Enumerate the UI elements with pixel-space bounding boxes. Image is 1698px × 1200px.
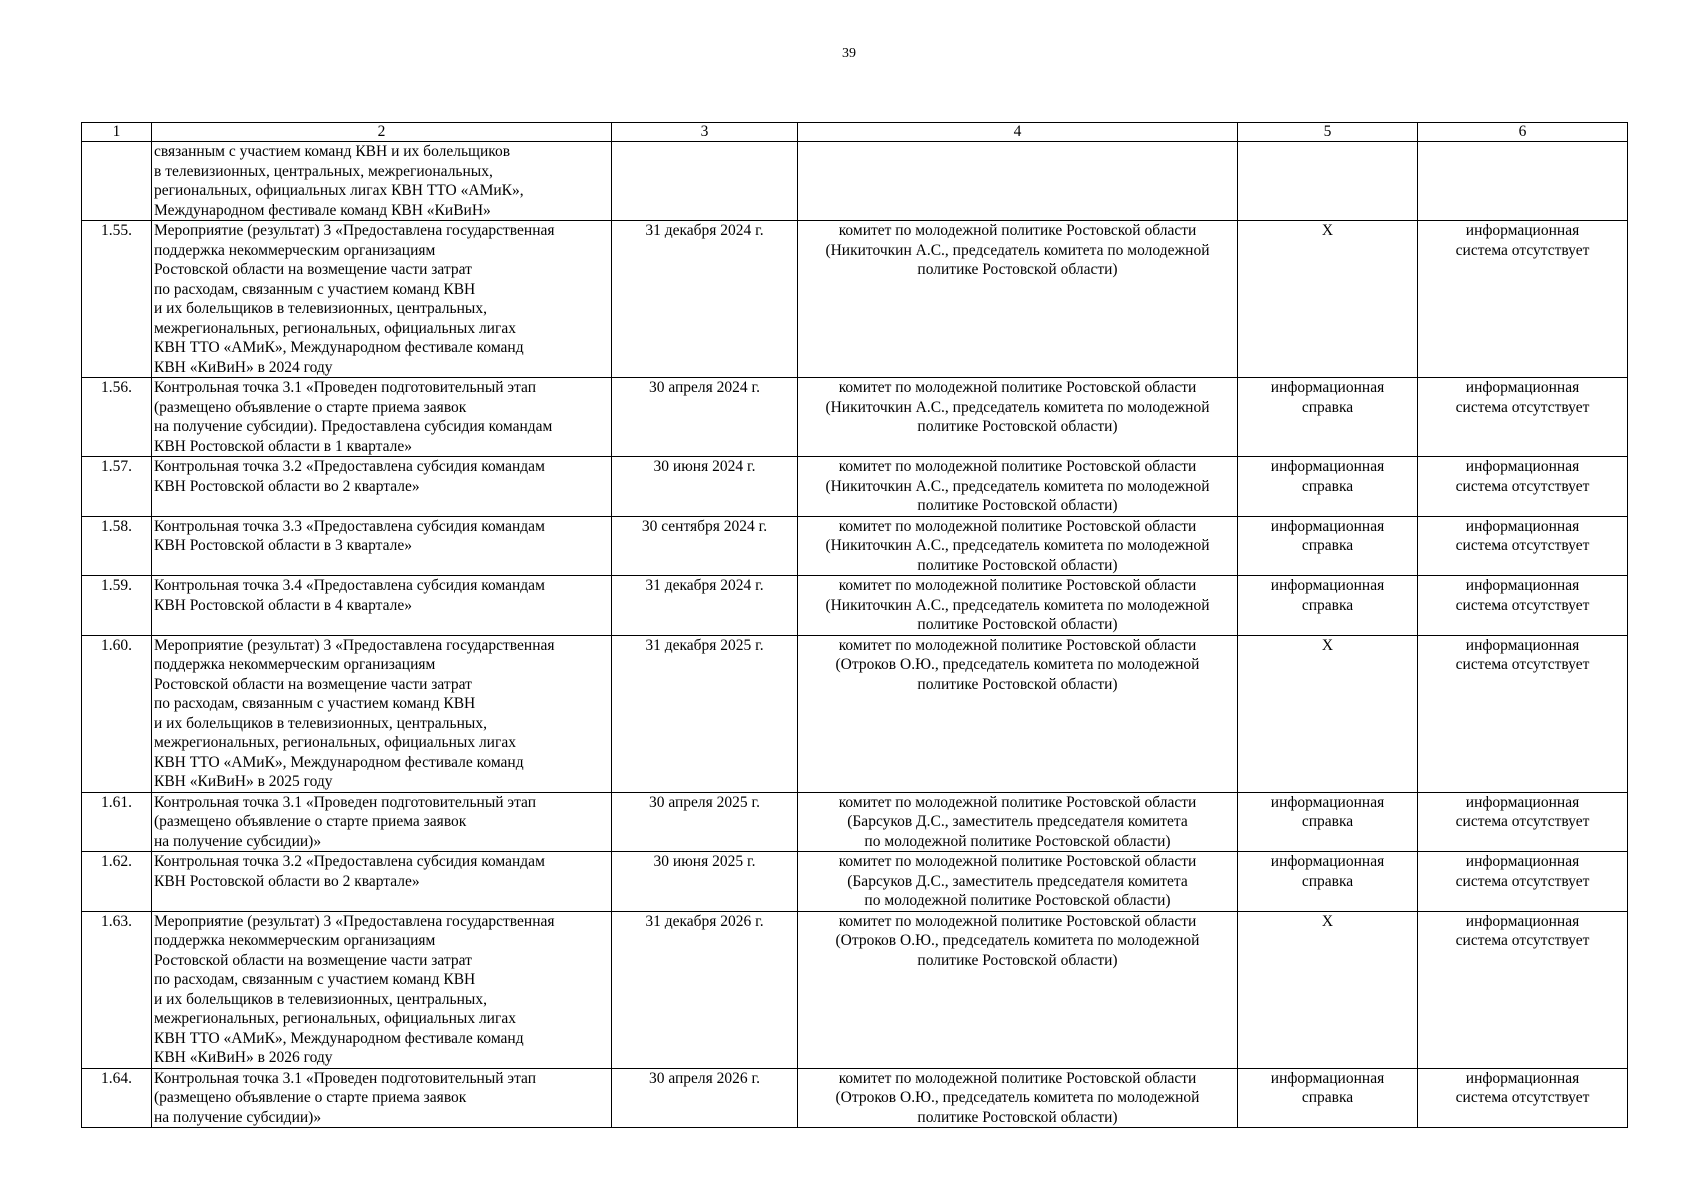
responsible-executor-line: (Никиточкин А.С., председатель комитета по молодежной [825,596,1210,614]
confirming-document-line: справка [1301,537,1354,554]
confirming-document-cell [1238,911,1418,1068]
information-system-cell [1418,378,1628,457]
responsible-executor-cell [798,457,1238,517]
deadline-cell: 31 декабря 2024 г. [612,221,798,378]
column-number-2: 2 [152,123,612,142]
responsible-executor-cell [798,635,1238,792]
confirming-document-line: информационная [1270,517,1385,535]
event-description-line: по расходам, связанным с участием команд КВН [154,280,476,298]
event-description-line: Контрольная точка 3.2 «Предоставлена субсидия командам [154,458,545,475]
responsible-executor-line: комитет по молодежной политике Ростовской области [838,853,1197,870]
event-description-cell [152,576,612,636]
event-description-cell [152,457,612,517]
responsible-executor-cell [798,1068,1238,1128]
event-description-line: Контрольная точка 3.2 «Предоставлена субсидия командам [154,853,545,870]
deadline-cell: 31 декабря 2025 г. [612,635,798,792]
responsible-executor-line: комитет по молодежной политике Ростовской области [838,577,1197,594]
responsible-executor-line: (Отроков О.Ю., председатель комитета по молодежной [835,932,1200,949]
event-description-line: связанным с участием команд КВН и их болельщиков [154,143,511,160]
responsible-executor-cell [798,142,1238,221]
row-number-cell: 1.58. [82,516,152,576]
confirming-document-cell [1238,142,1418,221]
responsible-executor-cell [798,852,1238,912]
event-description-line: Ростовской области на возмещение части затрат [154,951,472,969]
responsible-executor-line: комитет по молодежной политике Ростовской области [838,458,1197,475]
information-system-line: информационная [1465,853,1580,870]
information-system-line: система отсутствует [1455,656,1590,673]
event-description-line: (размещено объявление о старте приема заявок [154,1089,467,1106]
information-system-cell [1418,142,1628,221]
table-row [82,576,1628,636]
event-description-line: (размещено объявление о старте приема заявок [154,398,467,416]
row-number-cell: 1.55. [82,221,152,378]
confirming-document-line: информационная [1270,793,1385,811]
information-system-cell [1418,516,1628,576]
event-description-line: на получение субсидии)» [154,1108,322,1126]
row-number-cell: 1.56. [82,378,152,457]
event-description-line: Контрольная точка 3.3 «Предоставлена субсидия командам [154,517,545,535]
column-number-1: 1 [82,123,152,142]
deadline-cell: 30 апреля 2026 г. [612,1068,798,1128]
information-system-line: информационная [1465,1069,1580,1087]
event-description-line: КВН ТТО «АМиК», Международном фестивале команд [154,1029,524,1047]
event-description-line: и их болельщиков в телевизионных, центральных, [154,714,487,732]
event-description-line: КВН «КиВиН» в 2026 году [154,1049,333,1066]
responsible-executor-line: (Никиточкин А.С., председатель комитета по молодежной [825,398,1210,416]
confirming-document-cell [1238,516,1418,576]
confirming-document-cell [1238,221,1418,378]
event-description-cell [152,1068,612,1128]
event-description-line: Контрольная точка 3.4 «Предоставлена субсидия командам [154,577,545,594]
column-number-row [82,123,1628,142]
event-description-line: и их болельщиков в телевизионных, центральных, [154,990,487,1008]
responsible-executor-line: политике Ростовской области) [917,497,1118,514]
deadline-cell: 30 сентября 2024 г. [612,516,798,576]
event-description-cell [152,142,612,221]
information-system-line: информационная [1465,517,1580,535]
responsible-executor-cell [798,221,1238,378]
row-number-cell: 1.61. [82,792,152,852]
confirming-document-cell [1238,576,1418,636]
event-description-line: КВН ТТО «АМиК», Международном фестивале команд [154,339,524,356]
responsible-executor-line: комитет по молодежной политике Ростовской области [838,379,1197,396]
deadline-cell [612,142,798,221]
deadline-cell: 30 июня 2025 г. [612,852,798,912]
information-system-cell [1418,635,1628,792]
responsible-executor-line: комитет по молодежной политике Ростовской области [838,912,1197,930]
responsible-executor-line: политике Ростовской области) [917,1108,1118,1126]
event-description-line: КВН Ростовской области в 4 квартале» [154,596,413,614]
event-description-line: Контрольная точка 3.1 «Проведен подготовительный этап [154,379,537,396]
event-description-line: межрегиональных, региональных, официальных лигах [154,319,516,337]
information-system-line: информационная [1465,912,1580,930]
responsible-executor-line: по молодежной политике Ростовской области) [864,892,1171,909]
responsible-executor-line: (Никиточкин А.С., председатель комитета по молодежной [825,241,1210,259]
row-number-cell: 1.62. [82,852,152,912]
confirming-document-line: справка [1301,477,1354,495]
row-number-cell: 1.64. [82,1068,152,1128]
responsible-executor-line: комитет по молодежной политике Ростовской области [838,222,1197,239]
page-number: 39 [842,46,856,61]
event-description-cell [152,516,612,576]
event-description-cell [152,792,612,852]
confirming-document-cell [1238,792,1418,852]
event-description-line: Ростовской области на возмещение части затрат [154,675,472,693]
responsible-executor-cell [798,911,1238,1068]
confirming-document-cell [1238,635,1418,792]
confirming-document-line: X [1321,912,1334,930]
event-description-line: (размещено объявление о старте приема заявок [154,813,467,830]
event-description-line: и их болельщиков в телевизионных, центральных, [154,300,487,317]
responsible-executor-line: комитет по молодежной политике Ростовской области [838,793,1197,811]
information-system-cell [1418,576,1628,636]
confirming-document-line: справка [1301,813,1354,830]
responsible-executor-line: политике Ростовской области) [917,418,1118,435]
information-system-cell [1418,792,1628,852]
confirming-document-cell [1238,378,1418,457]
table-row [82,852,1628,912]
implementation-plan-table [81,122,1628,1128]
row-number-cell: 1.57. [82,457,152,517]
event-description-cell [152,852,612,912]
table-row [82,142,1628,221]
information-system-line: информационная [1465,793,1580,811]
event-description-line: по расходам, связанным с участием команд КВН [154,971,476,988]
table-row [82,457,1628,517]
confirming-document-line: справка [1301,596,1354,614]
event-description-cell [152,378,612,457]
event-description-line: КВН Ростовской области во 2 квартале» [154,872,420,890]
table-row [82,378,1628,457]
event-description-line: Мероприятие (результат) 3 «Предоставлена государственная [154,222,555,239]
table-row [82,911,1628,1068]
information-system-line: информационная [1465,379,1580,396]
deadline-cell: 30 июня 2024 г. [612,457,798,517]
responsible-executor-line: по молодежной политике Ростовской области) [864,832,1171,850]
confirming-document-line: X [1321,222,1334,239]
responsible-executor-cell [798,378,1238,457]
row-number-cell: 1.63. [82,911,152,1068]
event-description-cell [152,911,612,1068]
event-description-cell [152,221,612,378]
confirming-document-line: справка [1301,1089,1354,1106]
event-description-line: КВН Ростовской области в 1 квартале» [154,437,413,455]
table-row [82,221,1628,378]
responsible-executor-cell [798,516,1238,576]
column-number-4: 4 [798,123,1238,142]
event-description-line: КВН ТТО «АМиК», Международном фестивале команд [154,753,524,771]
information-system-cell [1418,852,1628,912]
event-description-line: КВН «КиВиН» в 2024 году [154,358,333,376]
information-system-line: система отсутствует [1455,477,1590,495]
responsible-executor-line: политике Ростовской области) [917,951,1118,969]
information-system-cell [1418,221,1628,378]
table-body [82,142,1628,1128]
event-description-line: поддержка некоммерческим организациям [154,656,436,673]
responsible-executor-line: комитет по молодежной политике Ростовской области [838,517,1197,535]
information-system-line: система отсутствует [1455,596,1590,614]
responsible-executor-line: (Барсуков Д.С., заместитель председателя комитета [847,872,1188,890]
confirming-document-cell [1238,1068,1418,1128]
information-system-line: информационная [1465,222,1580,239]
row-number-cell: 1.60. [82,635,152,792]
event-description-line: Контрольная точка 3.1 «Проведен подготовительный этап [154,793,537,811]
deadline-cell: 30 апреля 2025 г. [612,792,798,852]
information-system-line: информационная [1465,458,1580,475]
responsible-executor-line: (Никиточкин А.С., председатель комитета по молодежной [825,477,1210,495]
confirming-document-line: информационная [1270,853,1385,870]
row-number-cell: 1.59. [82,576,152,636]
confirming-document-cell [1238,457,1418,517]
column-number-3: 3 [612,123,798,142]
responsible-executor-line: (Отроков О.Ю., председатель комитета по молодежной [835,656,1200,673]
information-system-line: информационная [1465,636,1580,654]
information-system-line: информационная [1465,577,1580,594]
information-system-line: система отсутствует [1455,872,1590,890]
table-row [82,1068,1628,1128]
confirming-document-cell [1238,852,1418,912]
responsible-executor-line: комитет по молодежной политике Ростовской области [838,1069,1197,1087]
responsible-executor-line: политике Ростовской области) [917,675,1118,693]
table-row [82,635,1628,792]
responsible-executor-cell [798,576,1238,636]
table-row [82,516,1628,576]
confirming-document-line: справка [1301,398,1354,416]
event-description-line: Мероприятие (результат) 3 «Предоставлена государственная [154,912,555,930]
confirming-document-line: X [1321,636,1334,654]
responsible-executor-line: политике Ростовской области) [917,616,1118,633]
information-system-cell [1418,1068,1628,1128]
information-system-line: система отсутствует [1455,241,1590,259]
event-description-line: Ростовской области на возмещение части затрат [154,261,472,278]
information-system-cell [1418,911,1628,1068]
event-description-line: Контрольная точка 3.1 «Проведен подготовительный этап [154,1069,537,1087]
deadline-cell: 31 декабря 2024 г. [612,576,798,636]
event-description-line: на получение субсидии)» [154,832,322,850]
event-description-line: в телевизионных, центральных, межрегиональных, [154,162,493,180]
information-system-cell [1418,457,1628,517]
responsible-executor-line: (Никиточкин А.С., председатель комитета по молодежной [825,537,1210,554]
responsible-executor-line: политике Ростовской области) [917,556,1118,574]
confirming-document-line: информационная [1270,577,1385,594]
confirming-document-line: справка [1301,872,1354,890]
responsible-executor-line: (Отроков О.Ю., председатель комитета по молодежной [835,1089,1200,1106]
responsible-executor-line: политике Ростовской области) [917,261,1118,278]
table-row [82,792,1628,852]
row-number-cell [82,142,152,221]
responsible-executor-line: комитет по молодежной политике Ростовской области [838,636,1197,654]
event-description-line: поддержка некоммерческим организациям [154,932,436,949]
information-system-line: система отсутствует [1455,813,1590,830]
deadline-cell: 30 апреля 2024 г. [612,378,798,457]
event-description-line: поддержка некоммерческим организациям [154,241,436,259]
confirming-document-line: информационная [1270,1069,1385,1087]
column-number-6: 6 [1418,123,1628,142]
confirming-document-line: информационная [1270,458,1385,475]
confirming-document-line: информационная [1270,379,1385,396]
information-system-line: система отсутствует [1455,1089,1590,1106]
information-system-line: система отсутствует [1455,932,1590,949]
event-description-line: межрегиональных, региональных, официальных лигах [154,1010,516,1027]
event-description-line: КВН Ростовской области во 2 квартале» [154,477,420,495]
event-description-line: региональных, официальных лигах КВН ТТО «АМиК», [154,182,524,199]
event-description-cell [152,635,612,792]
column-number-5: 5 [1238,123,1418,142]
event-description-line: на получение субсидии). Предоставлена субсидия командам [154,418,553,435]
event-description-line: КВН «КиВиН» в 2025 году [154,773,333,790]
event-description-line: Международном фестивале команд КВН «КиВиН» [154,201,491,219]
event-description-line: КВН Ростовской области в 3 квартале» [154,537,413,554]
event-description-line: межрегиональных, региональных, официальных лигах [154,734,516,751]
deadline-cell: 31 декабря 2026 г. [612,911,798,1068]
information-system-line: система отсутствует [1455,537,1590,554]
information-system-line: система отсутствует [1455,398,1590,416]
responsible-executor-line: (Барсуков Д.С., заместитель председателя комитета [847,813,1188,830]
event-description-line: Мероприятие (результат) 3 «Предоставлена государственная [154,636,555,654]
responsible-executor-cell [798,792,1238,852]
event-description-line: по расходам, связанным с участием команд КВН [154,695,476,712]
